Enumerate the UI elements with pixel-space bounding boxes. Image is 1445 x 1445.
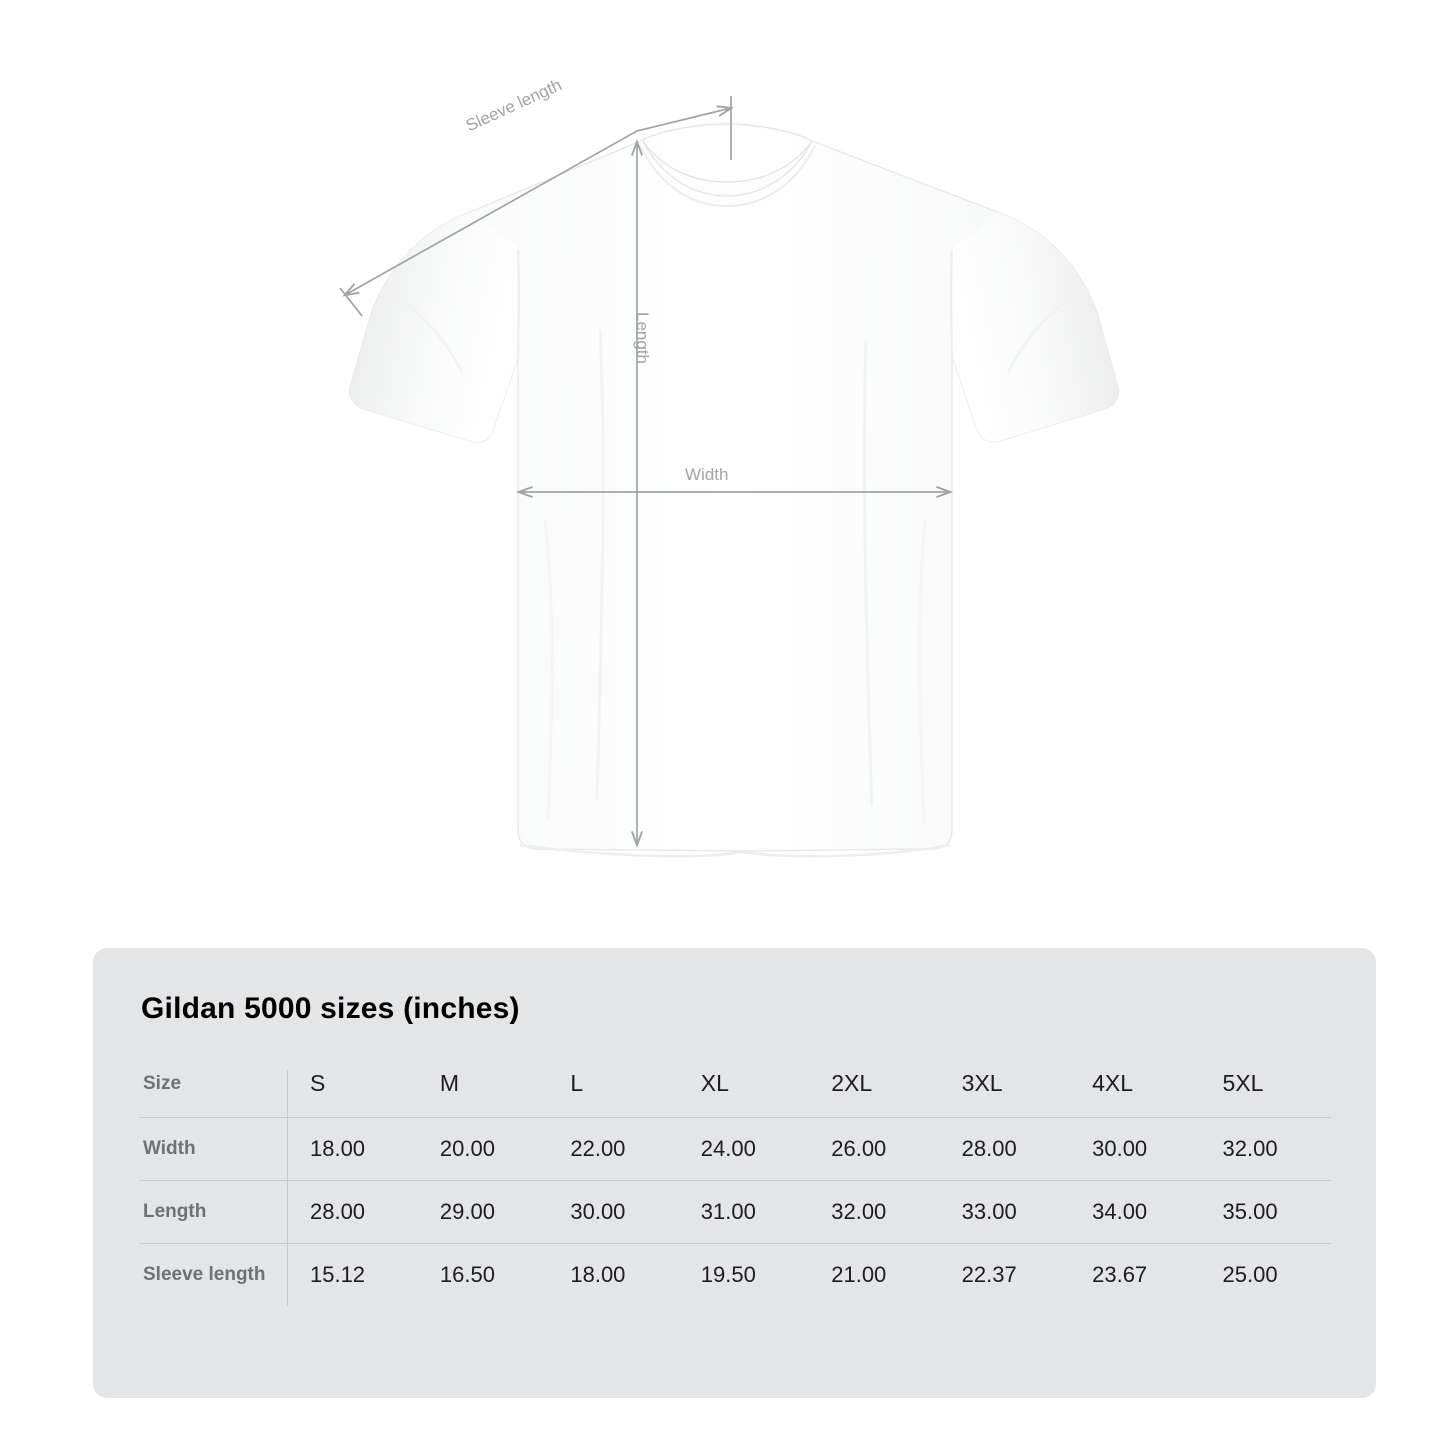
cell-sleeve-m: 16.50 (439, 1262, 495, 1287)
row-header-length: Length (139, 1181, 287, 1244)
cell-width-3xl: 28.00 (961, 1136, 1017, 1161)
table-row (139, 1118, 1331, 1181)
column-header-l: L (570, 1070, 584, 1096)
shirt-shape (350, 124, 1119, 856)
table-row (139, 1181, 1331, 1244)
table-header-row (139, 1070, 1331, 1118)
cell-sleeve-3xl: 22.37 (961, 1262, 1017, 1287)
column-header-xl: XL (700, 1070, 729, 1096)
cell-length-5xl: 35.00 (1222, 1199, 1278, 1224)
cell-width-5xl: 32.00 (1222, 1136, 1278, 1161)
sleeve-length-label: Sleeve length (463, 75, 565, 136)
column-header-5xl: 5XL (1222, 1070, 1264, 1096)
cell-length-m: 29.00 (439, 1199, 495, 1224)
cell-width-l: 22.00 (570, 1136, 626, 1161)
table-header (139, 1070, 1331, 1118)
cell-width-xl: 24.00 (700, 1136, 756, 1161)
column-header-m: M (439, 1070, 460, 1096)
cell-length-2xl: 32.00 (831, 1199, 887, 1224)
row-header-width: Width (139, 1118, 287, 1181)
cell-length-xl: 31.00 (700, 1199, 756, 1224)
column-header-3xl: 3XL (961, 1070, 1003, 1096)
column-header-4xl: 4XL (1092, 1070, 1134, 1096)
column-header-2xl: 2XL (831, 1070, 873, 1096)
cell-width-s: 18.00 (309, 1136, 366, 1161)
cell-width-4xl: 30.00 (1092, 1136, 1148, 1161)
size-chart-table (139, 1070, 1331, 1306)
cell-sleeve-2xl: 21.00 (831, 1262, 887, 1287)
cell-sleeve-s: 15.12 (309, 1262, 366, 1287)
cell-width-2xl: 26.00 (831, 1136, 887, 1161)
column-header-size: Size (139, 1070, 287, 1118)
size-chart-title: Gildan 5000 sizes (inches) (141, 992, 520, 1025)
cell-length-4xl: 34.00 (1092, 1199, 1148, 1224)
row-header-sleeve-length: Sleeve length (139, 1244, 287, 1307)
cell-sleeve-5xl: 25.00 (1222, 1262, 1278, 1287)
cell-sleeve-4xl: 23.67 (1092, 1262, 1148, 1287)
cell-sleeve-l: 18.00 (570, 1262, 626, 1287)
column-header-s: S (309, 1070, 326, 1096)
cell-length-3xl: 33.00 (961, 1199, 1017, 1224)
width-label: Width (685, 465, 729, 484)
length-label: Length (633, 312, 652, 364)
cell-length-l: 30.00 (570, 1199, 626, 1224)
cell-length-s: 28.00 (309, 1199, 366, 1224)
size-chart-card (93, 948, 1376, 1398)
cell-width-m: 20.00 (439, 1136, 495, 1161)
cell-sleeve-xl: 19.50 (700, 1262, 756, 1287)
table-row (139, 1244, 1331, 1307)
